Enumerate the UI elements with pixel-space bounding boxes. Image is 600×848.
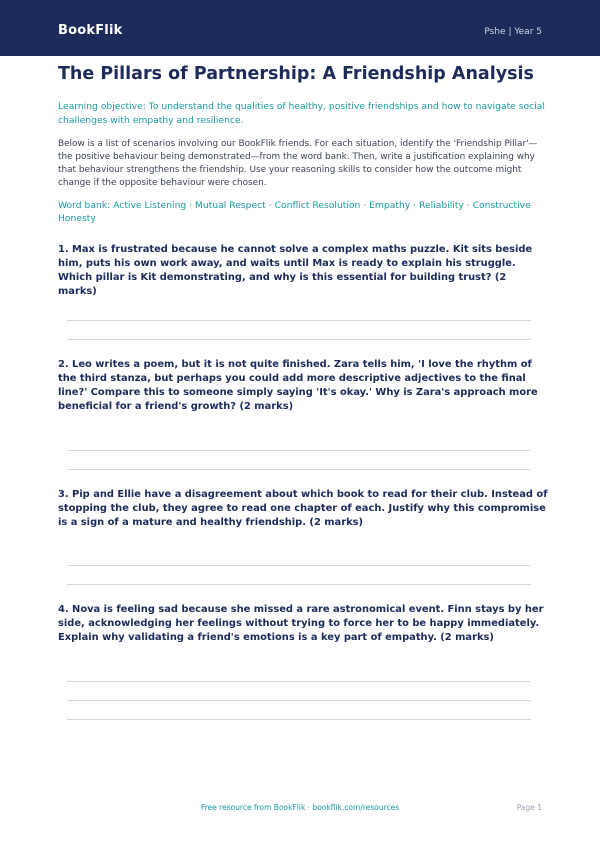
answer-line[interactable]: [67, 339, 531, 340]
subject-year-label: Pshe | Year 5: [484, 27, 542, 37]
answer-line[interactable]: [67, 719, 531, 720]
question-2: 2. Leo writes a poem, but it is not quite finished. Zara tells him, 'I love the rhythm of the third stanza, but perhaps you could add more descriptive adjectives to the final line?' Compare this to someone simply saying 'It's okay.' Why is Zara's approach more beneficial for a friend's growth? (2 marks): [58, 359, 538, 412]
page-header: [0, 0, 600, 56]
learning-objective: Learning objective: To understand the qualities of healthy, positive friendships and how to navigate social challenges with empathy and resilience.: [58, 101, 545, 126]
answer-line[interactable]: [67, 565, 531, 566]
question-4: 4. Nova is feeling sad because she missed a rare astronomical event. Finn stays by her side, acknowledging her feelings without trying to force her to be happy immediately. Explain why validating a friend's emotions is a key part of empathy. (2 marks): [58, 604, 544, 643]
question-3: 3. Pip and Ellie have a disagreement about which book to read for their club. Instead of stopping the club, they agree to read one chapter of each. Justify why this compromise is a sign of a mature and healthy friendship. (2 marks): [58, 489, 548, 528]
answer-line[interactable]: [67, 584, 531, 585]
page-title: The Pillars of Partnership: A Friendship Analysis: [58, 64, 534, 84]
answer-line[interactable]: [67, 681, 531, 682]
answer-line[interactable]: [67, 700, 531, 701]
answer-line[interactable]: [67, 320, 531, 321]
instructions-text: Below is a list of scenarios involving our BookFlik friends. For each situation, identify the 'Friendship Pillar'—the positive behaviour being demonstrated—from the word bank. Then, write a justification explaining why that behaviour strengthens the friendship. Use your reasoning skills to consider how the outcome might change if the opposite behaviour were chosen.: [58, 139, 538, 188]
brand-logo[interactable]: BookFlik: [58, 23, 123, 38]
word-bank: Word bank: Active Listening · Mutual Respect · Conflict Resolution · Empathy · Reliability · Constructive Honesty: [58, 200, 531, 224]
page-number: Page 1: [516, 803, 542, 812]
question-1: 1. Max is frustrated because he cannot solve a complex maths puzzle. Kit sits beside him, puts his own work away, and waits until Max is ready to explain his struggle. Which pillar is Kit demonstrating, and why is this essential for building trust? (2 marks): [58, 244, 533, 297]
answer-line[interactable]: [67, 469, 531, 470]
footer-text[interactable]: Free resource from BookFlik · bookflik.com/resources: [200, 803, 400, 812]
answer-line[interactable]: [67, 450, 531, 451]
